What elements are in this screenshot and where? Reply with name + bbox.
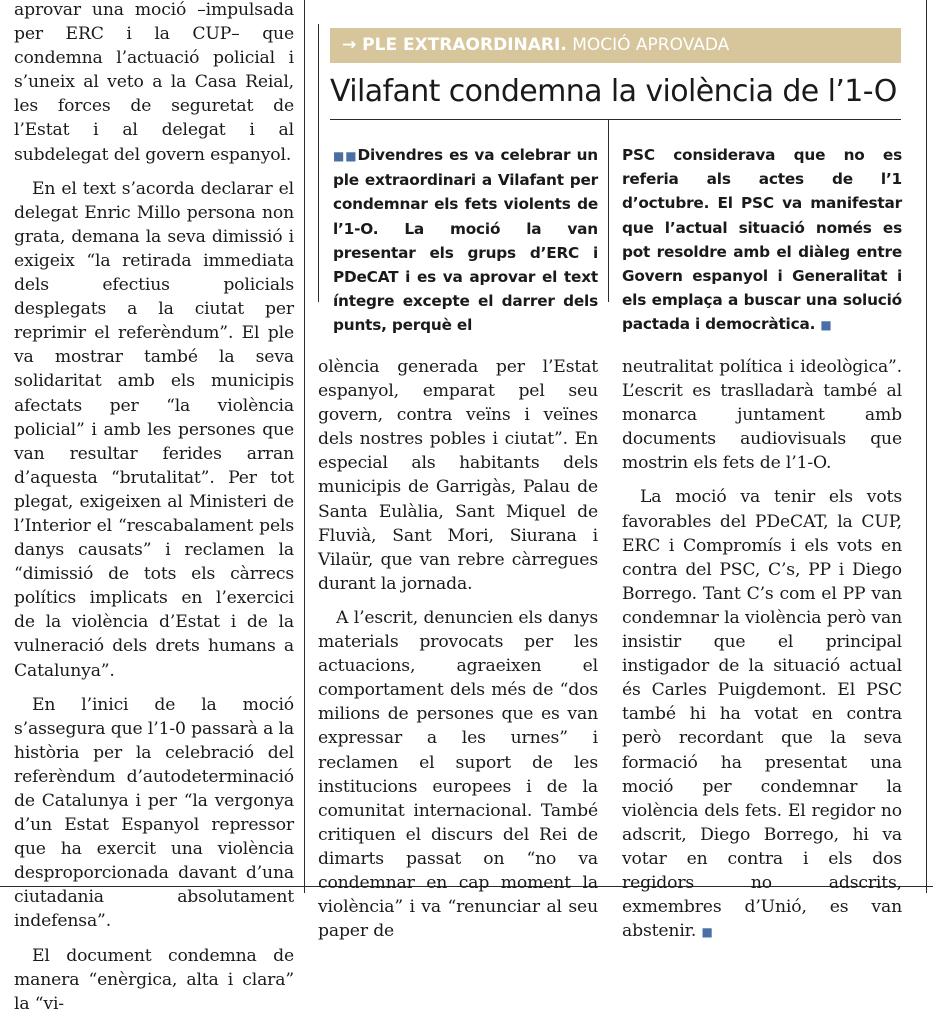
lead-column-2 — [622, 143, 902, 338]
lead-column-1 — [333, 143, 598, 338]
paragraph: En el text s’acorda declarar el delegat Enric Millo persona non grata, demana la seva dimissió i exigeix “la retirada immediata dels efectius policials desplegats a la ciutat per reprimir el referèndum”. El ple va mostrar també la seva solidaritat amb els municipis afectats per “la violència policial” i amb les persones que van resultar ferides arran d’aquesta “brutalitat”. Per tot plegat, exigeixen al Ministeri de l’Interior el “rescabalament pels danys causats” i reclamen la “dimissió de tots els càrrecs polítics implicats en l’exercici de la violència d’Estat i de la vulneració dels drets humans a Catalunya”. — [14, 178, 294, 681]
end-square-icon: ■ — [701, 925, 713, 940]
headline-rule — [330, 119, 901, 120]
article-column-2 — [318, 355, 598, 953]
end-square-icon: ■ — [820, 318, 832, 333]
article-column-1 — [14, 0, 294, 1026]
paragraph: El document condemna de manera “enèrgica, alta i clara” la “vi- — [14, 945, 294, 1014]
page-rule-right — [926, 0, 927, 893]
lead-square-icon: ■■ — [333, 149, 358, 163]
paragraph: A l’escrit, denuncien els danys materials provocats per les actuacions, agraeixen el comportament dels més de “dos milions de persones que es van expressar a les urnes” i reclamen el suport de les institucions europees i de la comunitat internacional. També critiquen el discurs del Rei de dimarts passat on “no va condemnar en cap moment la violència” i va “renunciar al seu paper de — [318, 607, 598, 942]
lead-text-1: Divendres es va celebrar un ple extraordinari a Vilafant per condemnar els fets violents de l’1-O. La moció la van presentar els grups d’ERC i PDeCAT i es va aprovar el text íntegre excepte el darrer dels punts, perquè el — [333, 146, 599, 335]
paragraph: olència generada per l’Estat espanyol, emparat pel seu govern, contra veïns i veïnes dels nostres pobles i ciutat”. En especial als habitants dels municipis de Garrigàs, Palau de Santa Eulàlia, Sant Miquel de Fluvià, Sant Mori, Siurana i Vilaür, que van rebre càrregues durant la jornada. — [318, 357, 598, 594]
headline: Vilafant condemna la violència de l’1-O — [330, 74, 897, 109]
lead-text-2: PSC considerava que no es referia als actes de l’1 d’octubre. El PSC va manifestar que l’actual situació només es pot resoldre amb el diàleg entre Govern espanyol i Generalitat i els emplaça a buscar una solució pactada i democràtica. — [622, 146, 902, 334]
kicker-bold: → PLE EXTRAORDINARI. — [342, 35, 567, 55]
article-column-3 — [622, 355, 902, 954]
box-rule-middle — [608, 120, 609, 302]
paragraph: neutralitat política i ideològica”. L’escrit es traslladarà també al monarca juntament amb documents audiovisuals que mostrin els fets de l’1-O. — [622, 357, 902, 474]
paragraph: En l’inici de la moció s’assegura que l’1-0 passarà a la història per la celebració del referèndum d’autodeterminació de Catalunya i per “la vergonya d’un Estat Espanyol repressor que ha exercit una violència desproporcionada davant d’una ciutadania absolutament indefensa”. — [14, 694, 294, 932]
section-kicker — [330, 28, 901, 63]
box-rule-left — [318, 24, 319, 302]
paragraph — [622, 485, 902, 944]
column-rule-left — [304, 0, 305, 893]
kicker-rest: MOCIÓ APROVADA — [566, 35, 730, 55]
paragraph: aprovar una moció –impulsada per ERC i la CUP– que condemna l’actuació policial i s’uneix al veto a la Casa Reial, les forces de seguretat de l’Estat i al delegat i al subdelegat del govern espanyol. — [14, 0, 294, 165]
paragraph-text: La moció va tenir els vots favorables del PDeCAT, la CUP, ERC i Compromís i els vots en contra del PSC, C’s, PP i Diego Borrego. Tant C’s com el PP van condemnar la violència però van insistir que el principal instigador de la situació actual és Carles Puigdemont. El PSC també hi ha votat en contra però recordant que la seva formació ha presentat una moció per condemnar la violència dels fets. El regidor no adscrit, Diego Borrego, hi va votar en contra i els dos regidors no adscrits, exmembres d’Unió, es van abstenir. — [622, 487, 902, 942]
